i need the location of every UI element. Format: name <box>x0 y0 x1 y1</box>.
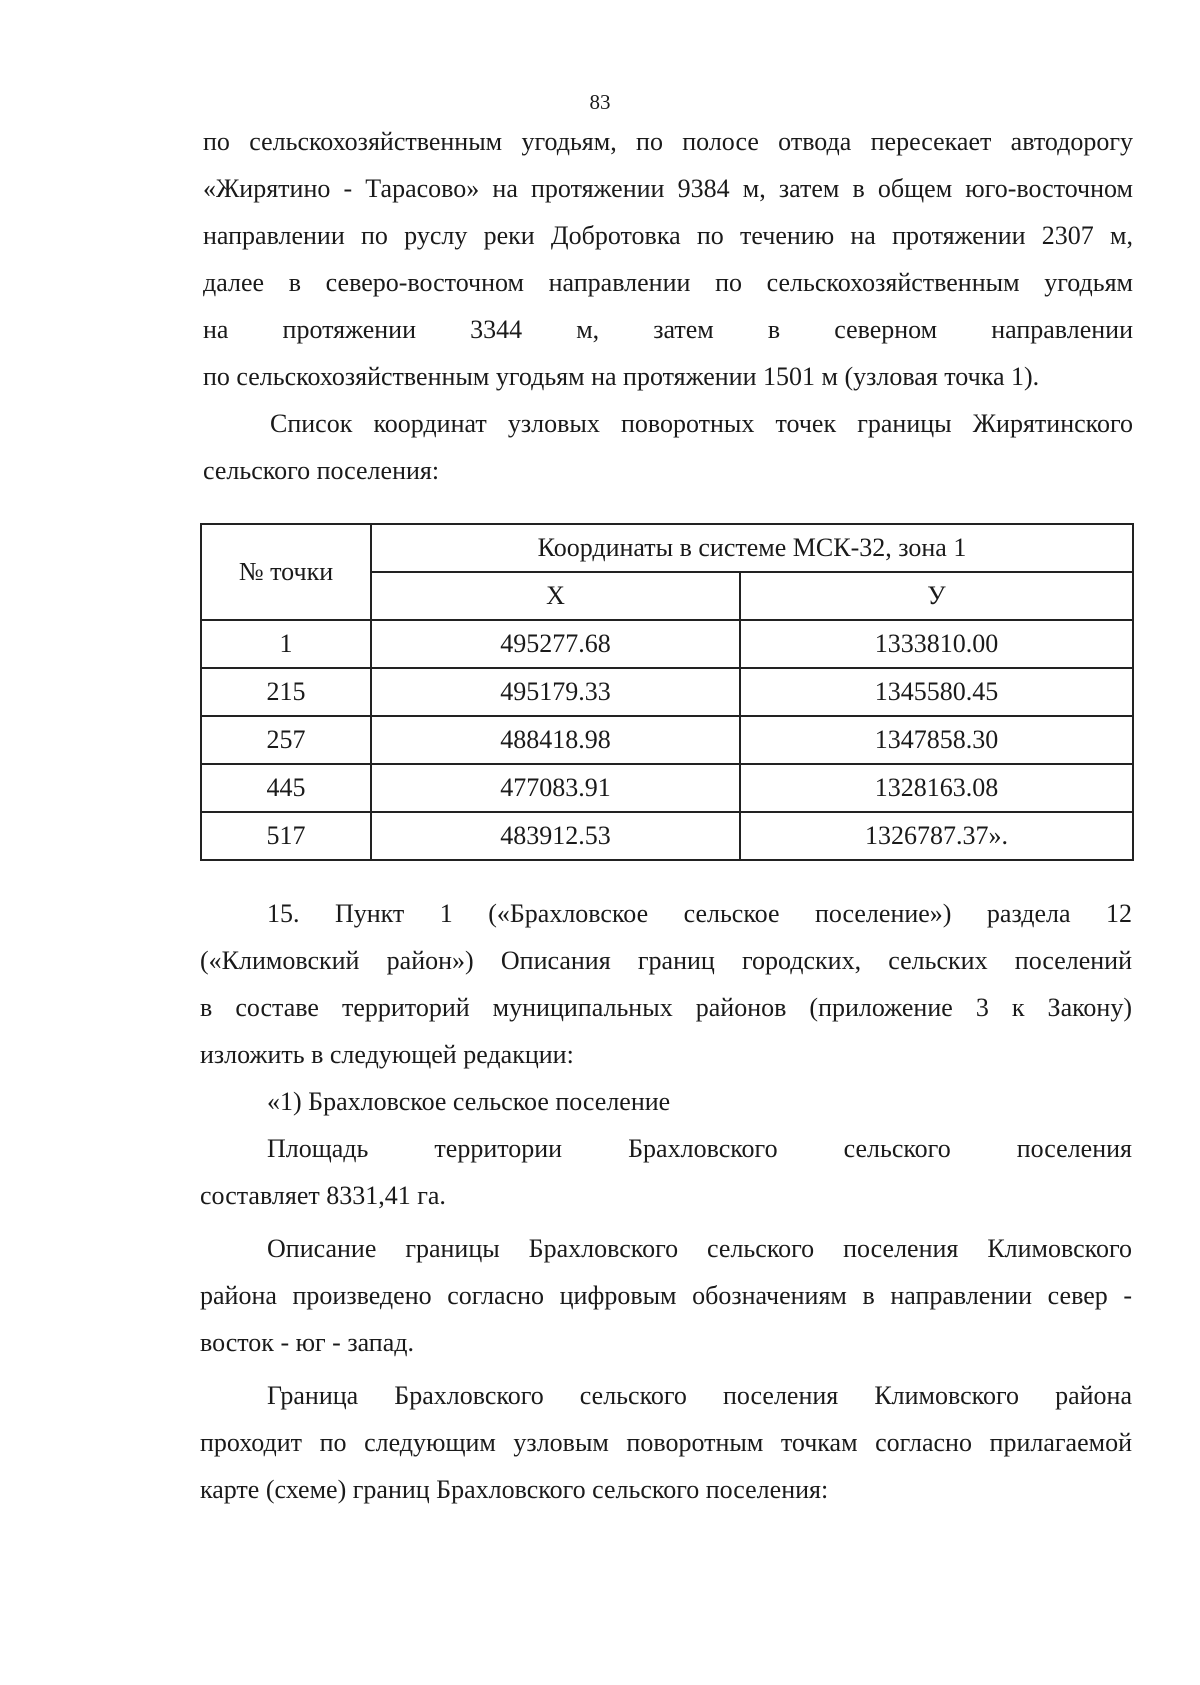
header-coordinate-system: Координаты в системе МСК-32, зона 1 <box>371 524 1133 572</box>
point-cell: 517 <box>201 812 371 860</box>
x-cell: 477083.91 <box>371 764 740 812</box>
boundary-line: карте (схеме) границ Брахловского сельского поселения: <box>200 1475 829 1504</box>
bottom-section <box>200 890 1132 1513</box>
header-point-number: № точки <box>201 524 371 620</box>
x-cell: 495277.68 <box>371 620 740 668</box>
paragraph-line: на протяжении 3344 м, затем в северном направлении <box>203 315 1133 344</box>
list-intro-line: Список координат узловых поворотных точек границы Жирятинского <box>270 409 1133 438</box>
point-cell: 445 <box>201 764 371 812</box>
header-y: У <box>740 572 1133 620</box>
x-cell: 495179.33 <box>371 668 740 716</box>
area-line: Площадь территории Брахловского сельского поселения <box>267 1134 1132 1163</box>
item-15-line: 15. Пункт 1 («Брахловское сельское поселение») раздела 12 <box>267 899 1132 928</box>
y-cell: 1347858.30 <box>740 716 1133 764</box>
paragraph-line: «Жирятино - Тарасово» на протяжении 9384 м, затем в общем юго-восточном <box>203 174 1133 203</box>
y-cell: 1328163.08 <box>740 764 1133 812</box>
point-cell: 1 <box>201 620 371 668</box>
point-cell: 257 <box>201 716 371 764</box>
item-15-line: в составе территорий муниципальных районов (приложение 3 к Закону) <box>200 993 1132 1022</box>
subheading: «1) Брахловское сельское поселение <box>267 1087 671 1116</box>
y-cell: 1326787.37». <box>740 812 1133 860</box>
y-cell: 1333810.00 <box>740 620 1133 668</box>
table-row <box>201 620 1133 668</box>
item-15-line: («Климовский район») Описания границ городских, сельских поселений <box>200 946 1132 975</box>
boundary-line: Граница Брахловского сельского поселения Климовского района <box>267 1381 1132 1410</box>
top-paragraph <box>203 118 1133 494</box>
description-line: Описание границы Брахловского сельского поселения Климовского <box>267 1234 1132 1263</box>
table-row <box>201 764 1133 812</box>
area-line: составляет 8331,41 га. <box>200 1181 446 1210</box>
header-x: Х <box>371 572 740 620</box>
paragraph-line: по сельскохозяйственным угодьям, по полосе отвода пересекает автодорогу <box>203 127 1133 156</box>
paragraph-line: по сельскохозяйственным угодьям на протяжении 1501 м (узловая точка 1). <box>203 362 1040 391</box>
description-line: района произведено согласно цифровым обозначениям в направлении север - <box>200 1281 1132 1310</box>
paragraph-line: далее в северо-восточном направлении по сельскохозяйственным угодьям <box>203 268 1133 297</box>
table-row <box>201 812 1133 860</box>
table-row <box>201 716 1133 764</box>
description-line: восток - юг - запад. <box>200 1328 414 1357</box>
x-cell: 488418.98 <box>371 716 740 764</box>
page-number: 83 <box>589 90 611 114</box>
list-intro-line: сельского поселения: <box>203 456 440 485</box>
point-cell: 215 <box>201 668 371 716</box>
table-row <box>201 668 1133 716</box>
table-header-row <box>201 524 1133 572</box>
paragraph-line: направлении по руслу реки Добротовка по течению на протяжении 2307 м, <box>203 221 1133 250</box>
item-15-line: изложить в следующей редакции: <box>200 1040 574 1069</box>
x-cell: 483912.53 <box>371 812 740 860</box>
coordinates-table <box>200 523 1134 861</box>
y-cell: 1345580.45 <box>740 668 1133 716</box>
boundary-line: проходит по следующим узловым поворотным точкам согласно прилагаемой <box>200 1428 1132 1457</box>
